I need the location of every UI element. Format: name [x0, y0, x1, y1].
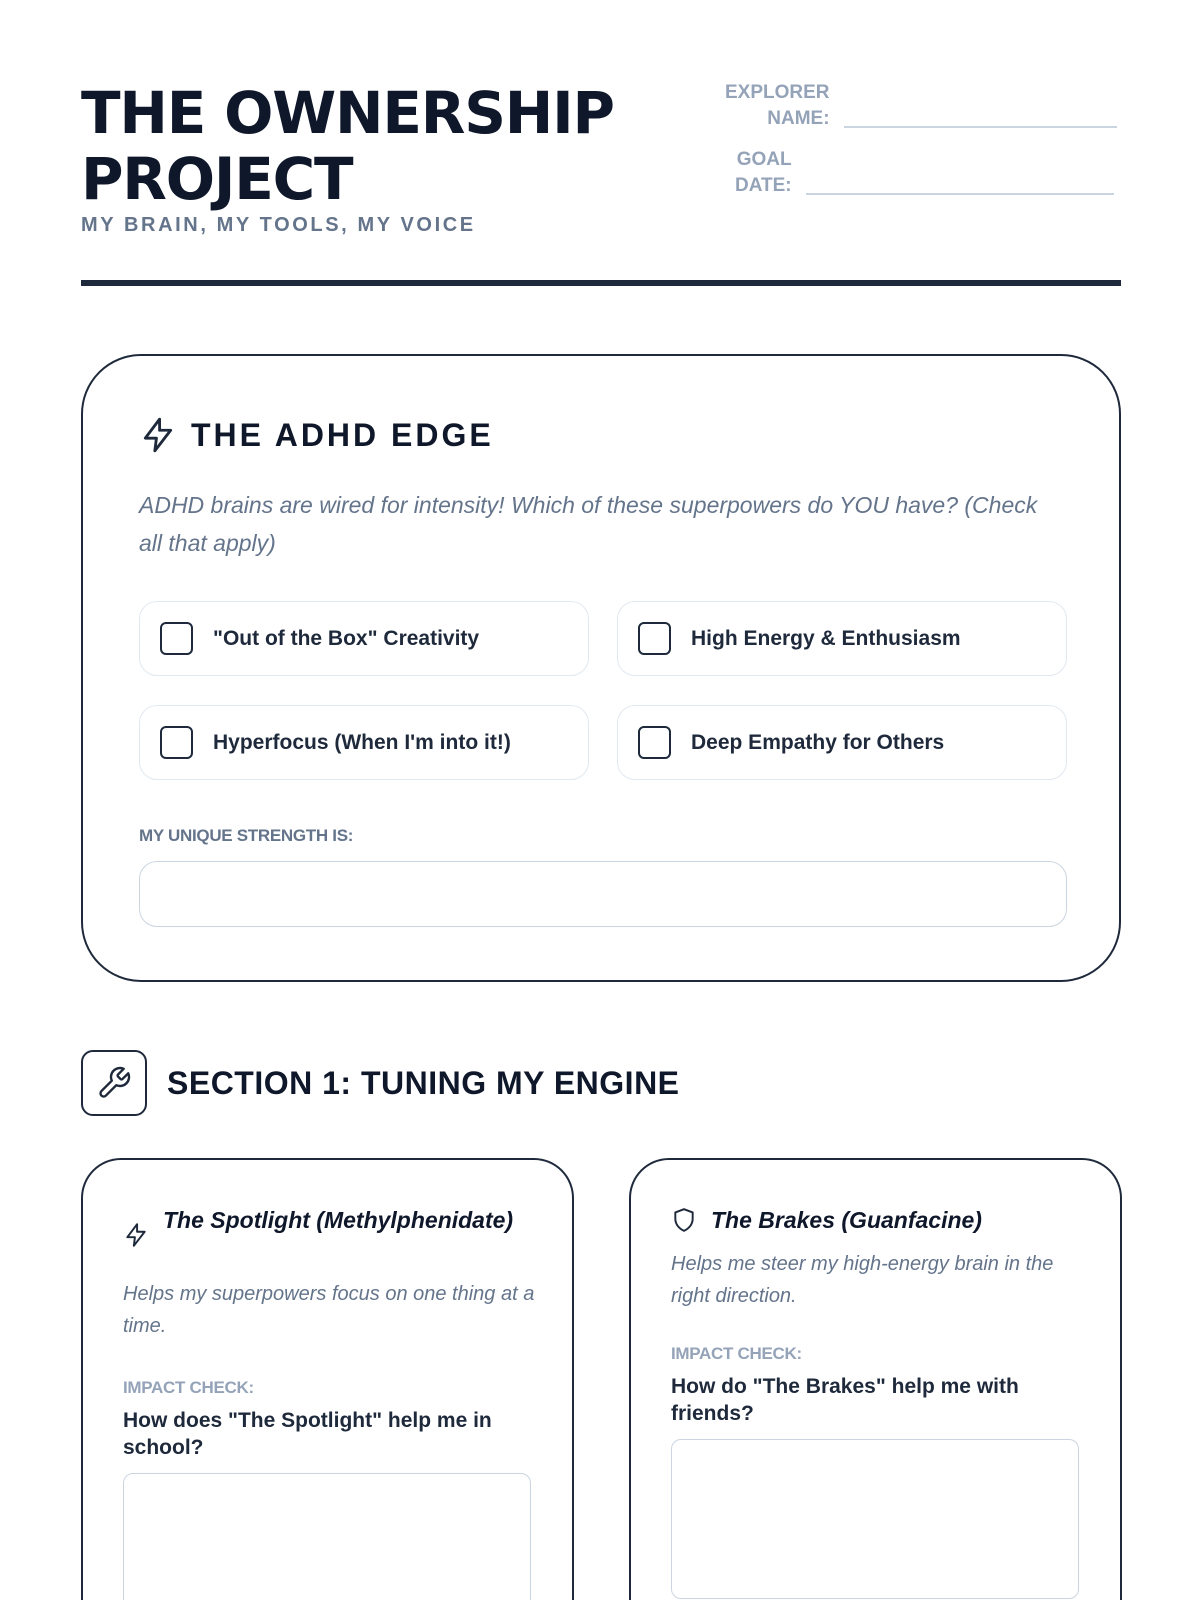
- wrench-icon: [96, 1065, 132, 1101]
- goal-date-field[interactable]: [735, 147, 1114, 199]
- option-label: "Out of the Box" Creativity: [213, 626, 480, 650]
- impact-question: How does "The Spotlight" help me in school?: [123, 1409, 492, 1459]
- section-1-header: [81, 1050, 680, 1116]
- spotlight-title: The Spotlight (Methylphenidate): [163, 1207, 514, 1233]
- option-label: Deep Empathy for Others: [691, 730, 945, 754]
- superpower-option-creativity[interactable]: [139, 601, 589, 676]
- checkbox[interactable]: [160, 726, 193, 759]
- checkbox[interactable]: [160, 622, 193, 655]
- lightning-icon: [123, 1222, 149, 1248]
- adhd-edge-title: THE ADHD EDGE: [191, 416, 494, 453]
- option-label: Hyperfocus (When I'm into it!): [213, 730, 511, 754]
- option-label: High Energy & Enthusiasm: [691, 626, 961, 650]
- impact-check-label: IMPACT CHECK:: [671, 1344, 802, 1363]
- adhd-edge-card: [81, 354, 1121, 982]
- brakes-answer-box[interactable]: [671, 1439, 1079, 1599]
- brakes-description: Helps me steer my high-energy brain in the right direction.: [671, 1253, 1054, 1307]
- shield-icon: [671, 1207, 697, 1233]
- brakes-header: [671, 1204, 1091, 1237]
- impact-check-label: IMPACT CHECK:: [123, 1378, 254, 1397]
- adhd-edge-description: ADHD brains are wired for intensity! Which of these superpowers do YOU have? (Check all that apply): [139, 492, 1038, 556]
- superpower-option-hyperfocus[interactable]: [139, 705, 589, 780]
- superpower-option-energy[interactable]: [617, 601, 1067, 676]
- spotlight-header: [123, 1204, 543, 1248]
- impact-question: How do "The Brakes" help me with friends?: [671, 1375, 1019, 1425]
- section-1-title: SECTION 1: TUNING MY ENGINE: [167, 1064, 680, 1101]
- explorer-name-field[interactable]: [725, 80, 1117, 132]
- checkbox[interactable]: [638, 622, 671, 655]
- spotlight-card: [81, 1158, 574, 1600]
- checkbox[interactable]: [638, 726, 671, 759]
- adhd-edge-header: [139, 416, 494, 454]
- page-subtitle: MY BRAIN, MY TOOLS, MY VOICE: [81, 214, 476, 236]
- superpower-option-empathy[interactable]: [617, 705, 1067, 780]
- spotlight-answer-box[interactable]: [123, 1473, 531, 1600]
- brakes-card: [629, 1158, 1122, 1600]
- unique-strength-label: MY UNIQUE STRENGTH IS:: [139, 826, 354, 845]
- spotlight-description: Helps my superpowers focus on one thing at a time.: [123, 1283, 535, 1337]
- goal-date-line[interactable]: [806, 193, 1114, 195]
- lightning-icon: [139, 416, 177, 454]
- header-divider: [81, 280, 1121, 286]
- unique-strength-input[interactable]: [139, 861, 1067, 927]
- explorer-name-label: EXPLORER NAME:: [725, 82, 830, 129]
- section-icon-frame: [81, 1050, 147, 1116]
- page-title: THE OWNERSHIP PROJECT: [81, 79, 614, 213]
- brakes-title: The Brakes (Guanfacine): [711, 1207, 982, 1233]
- goal-date-label: GOAL DATE:: [735, 149, 792, 196]
- explorer-name-line[interactable]: [844, 126, 1117, 128]
